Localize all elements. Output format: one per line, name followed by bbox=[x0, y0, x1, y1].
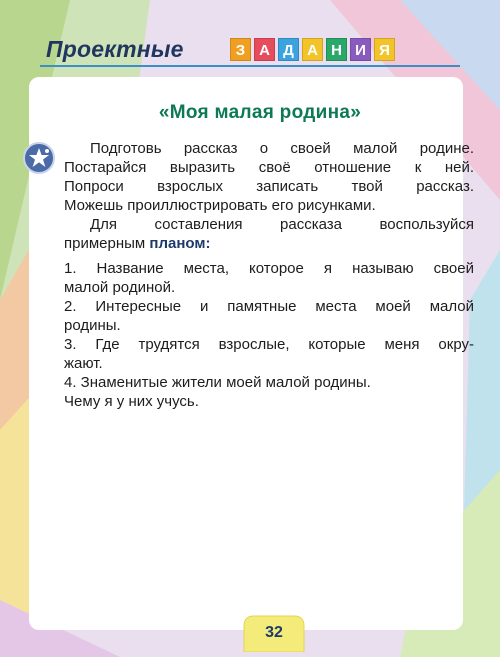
plan-item-line: родины. bbox=[64, 317, 121, 334]
intro-paragraph bbox=[64, 139, 474, 215]
intro-line: Подготовь рассказ о своей малой родине. bbox=[90, 140, 474, 157]
plan-item bbox=[64, 335, 474, 373]
star-badge-icon bbox=[23, 142, 55, 174]
plan-item-line: жают. bbox=[64, 355, 103, 372]
plan-item-line: Чему я у них учусь. bbox=[64, 393, 199, 410]
header-title: Проектные bbox=[46, 36, 184, 62]
plan-item bbox=[64, 259, 474, 297]
intro-line: Можешь проиллюстрировать его рисунками. bbox=[64, 197, 376, 214]
plan-item-line: 2. Интересные и памятные места моей малой bbox=[64, 298, 474, 315]
plan-keyword: планом: bbox=[149, 235, 211, 252]
page-title: «Моя малая родина» bbox=[158, 102, 362, 123]
section-header bbox=[40, 36, 480, 70]
page-number: 32 bbox=[265, 624, 283, 641]
plan-item-line: 3. Где трудятся взрослые, которые меня окру- bbox=[64, 336, 474, 353]
intro-line: Попроси взрослых записать твой рассказ. bbox=[64, 178, 474, 195]
header-letter-box: З bbox=[230, 38, 251, 61]
plan-item bbox=[64, 297, 474, 335]
plan-item bbox=[64, 373, 474, 411]
plan-item-line: 1. Название места, которое я называю своей bbox=[64, 260, 474, 277]
header-letter-box: Н bbox=[326, 38, 347, 61]
intro-line: Постарайся выразить своё отношение к ней. bbox=[64, 159, 474, 176]
header-letter-box: И bbox=[350, 38, 371, 61]
plan-intro-prefix: примерным bbox=[64, 235, 146, 252]
header-letter-box: Я bbox=[374, 38, 395, 61]
plan-item-line: 4. Знаменитые жители моей малой родины. bbox=[64, 374, 371, 391]
plan-item-line: малой родиной. bbox=[64, 279, 176, 296]
header-letter-box: А bbox=[302, 38, 323, 61]
plan-intro-line-2 bbox=[64, 234, 474, 253]
plan-list bbox=[64, 259, 474, 411]
plan-intro-paragraph bbox=[64, 215, 474, 253]
plan-intro-line: Для составления рассказа воспользуйся bbox=[90, 216, 474, 233]
header-letter-box: Д bbox=[278, 38, 299, 61]
header-letter-box: А bbox=[254, 38, 275, 61]
header-underline bbox=[40, 65, 460, 67]
